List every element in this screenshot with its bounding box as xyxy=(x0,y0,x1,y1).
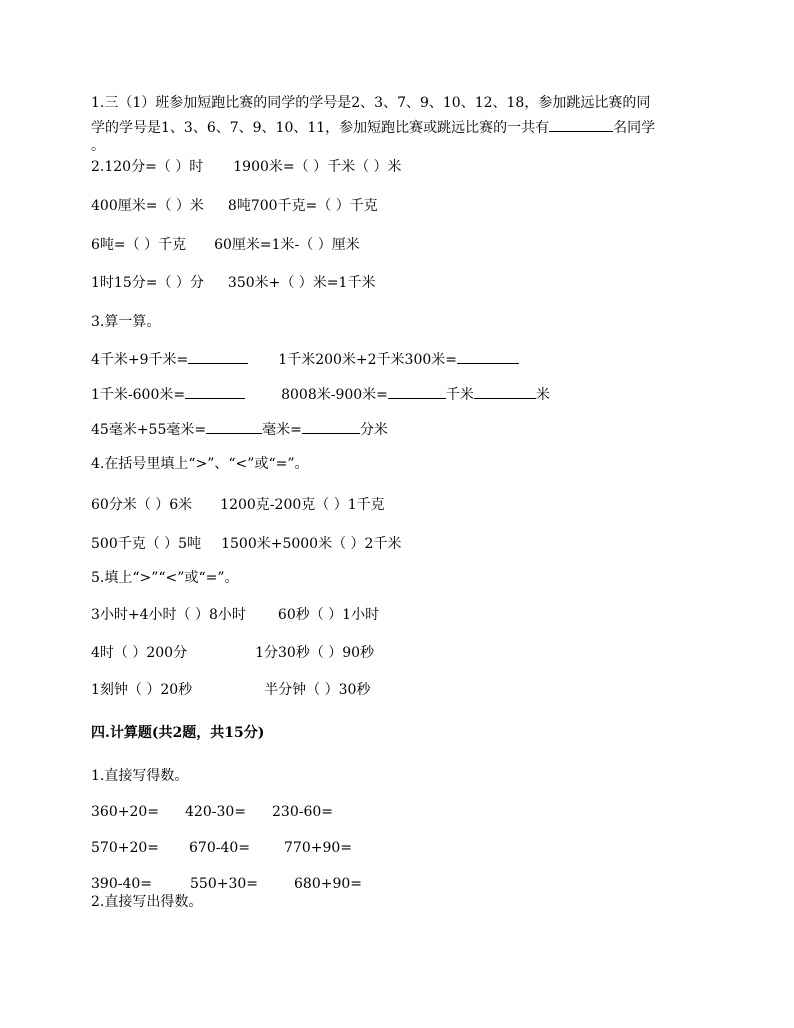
q3-expr: 1千米-600米= xyxy=(91,387,186,403)
q3-unit: 千米 xyxy=(445,387,474,403)
q2-item: 1900米=（ ）千米（ ）米 xyxy=(233,159,402,175)
q4-item: 1200克-200克（ ）1千克 xyxy=(220,497,385,513)
q4-item: 500千克（ ）5吨 xyxy=(91,536,202,552)
q2-item: 2.120分=（ ）时 xyxy=(91,159,204,175)
section4-q2-title: 2.直接写出得数。 xyxy=(91,894,203,910)
calc-item: 770+90= xyxy=(284,840,352,856)
q5-item: 1刻钟（ ）20秒 xyxy=(91,682,193,698)
q5-item: 3小时+4小时（ ）8小时 xyxy=(91,607,246,623)
q5-row-1 xyxy=(91,606,379,624)
q3-row-3 xyxy=(91,419,388,437)
q3-unit: 米 xyxy=(535,387,550,403)
q5-title: 5.填上“>”“<”或“=”。 xyxy=(91,570,239,586)
q3-expr: 4千米+9千米= xyxy=(91,352,189,368)
q2-item: 6吨=（ ）千克 xyxy=(91,237,187,253)
section4-q1-title: 1.直接写得数。 xyxy=(91,768,189,784)
q4-item: 60分米（ ）6米 xyxy=(91,497,193,513)
q5-item: 60秒（ ）1小时 xyxy=(277,607,380,623)
calc-item: 230-60= xyxy=(272,804,333,820)
q4-item: 1500米+5000米（ ）2千米 xyxy=(221,536,402,552)
q5-item: 1分30秒（ ）90秒 xyxy=(255,645,375,661)
calc-item: 680+90= xyxy=(294,876,362,892)
calc-item: 670-40= xyxy=(189,840,250,856)
answer-blank[interactable] xyxy=(188,349,248,364)
calc-item: 550+30= xyxy=(190,876,258,892)
section-heading: 四.计算题(共2题，共15分) xyxy=(91,725,265,741)
answer-blank[interactable] xyxy=(185,384,245,399)
calc-row-1 xyxy=(91,803,333,821)
q3-expr: 8008米-900米= xyxy=(281,387,388,403)
q3-expr: 1千米200米+2千米300米= xyxy=(278,352,457,368)
q5-row-2 xyxy=(91,644,374,662)
q3-title: 3.算一算。 xyxy=(91,314,161,330)
q1-answer-blank[interactable] xyxy=(549,117,613,132)
q2-item: 1时15分=（ ）分 xyxy=(91,275,204,291)
q3-expr: 45毫米+55毫米= xyxy=(91,422,207,438)
calc-item: 570+20= xyxy=(91,840,159,856)
q3-unit: 分米 xyxy=(359,422,388,438)
answer-blank[interactable] xyxy=(302,419,360,434)
q4-row-2 xyxy=(91,535,401,553)
q1-line1: 1.三（1）班参加短跑比赛的同学的学号是2、3、7、9、10、12、18，参加跳远比赛的同 xyxy=(91,95,651,111)
q1-line2 xyxy=(91,117,655,135)
q4-title: 4.在括号里填上“>”、“<”或“=”。 xyxy=(91,456,309,472)
q3-row-2 xyxy=(91,384,550,402)
q2-item: 350米+（ ）米=1千米 xyxy=(227,275,376,291)
q2-row-4 xyxy=(91,274,375,292)
calc-item: 360+20= xyxy=(91,804,159,820)
q1-line2-text: 学的学号是1、3、6、7、9、10、11，参加短跑比赛或跳远比赛的一共有 xyxy=(91,120,550,136)
q1-line3: 。 xyxy=(91,138,105,154)
q2-row-3 xyxy=(91,236,360,254)
q4-row-1 xyxy=(91,496,385,514)
q5-item: 4时（ ）200分 xyxy=(91,645,188,661)
calc-row-2 xyxy=(91,839,352,857)
answer-blank[interactable] xyxy=(388,384,446,399)
q1-line2-suffix: 名同学 xyxy=(613,120,656,136)
q2-row-2 xyxy=(91,197,378,215)
q5-row-3 xyxy=(91,681,370,699)
calc-item: 390-40= xyxy=(91,876,152,892)
q3-unit: 毫米= xyxy=(262,422,302,438)
answer-blank[interactable] xyxy=(474,384,536,399)
q5-item: 半分钟（ ）30秒 xyxy=(264,682,371,698)
q2-row-1 xyxy=(91,158,402,176)
q2-item: 60厘米=1米-（ ）厘米 xyxy=(214,237,360,253)
q2-item: 400厘米=（ ）米 xyxy=(91,198,204,214)
answer-blank[interactable] xyxy=(206,419,262,434)
answer-blank[interactable] xyxy=(457,349,519,364)
q2-item: 8吨700千克=（ ）千克 xyxy=(227,198,378,214)
calc-row-3 xyxy=(91,875,362,893)
calc-item: 420-30= xyxy=(185,804,246,820)
q3-row-1 xyxy=(91,349,519,367)
